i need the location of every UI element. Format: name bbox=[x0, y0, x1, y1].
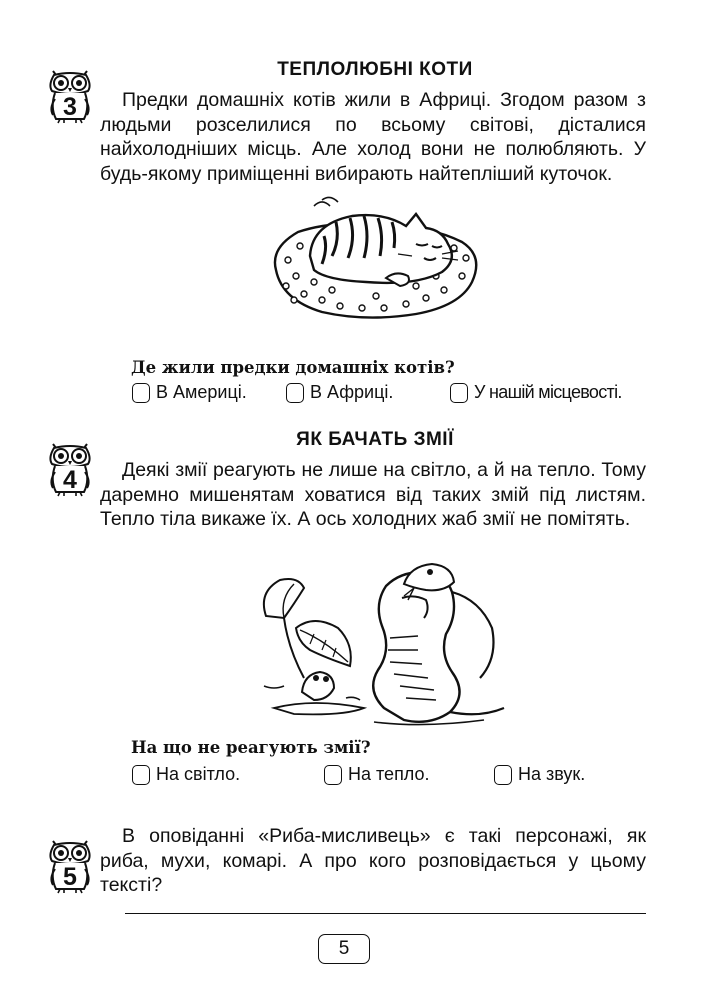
checkbox-icon[interactable] bbox=[286, 383, 304, 403]
answer-option[interactable] bbox=[324, 764, 430, 785]
option-label: На тепло. bbox=[348, 764, 430, 784]
option-label: В Америці. bbox=[156, 382, 247, 402]
footer-rule bbox=[125, 913, 646, 914]
task-question: Де жили предки домашніх котів? bbox=[131, 358, 455, 377]
task-title: ТЕПЛОЛЮБНІ КОТИ bbox=[277, 59, 473, 80]
answer-option[interactable] bbox=[132, 382, 247, 403]
checkbox-icon[interactable] bbox=[324, 765, 342, 785]
answer-option[interactable] bbox=[494, 764, 585, 785]
answer-option[interactable] bbox=[450, 382, 622, 403]
task-number: 3 bbox=[63, 93, 77, 121]
page-number: 5 bbox=[318, 934, 370, 964]
cobra-and-frog-illustration bbox=[254, 558, 516, 728]
option-label: В Африці. bbox=[310, 382, 394, 402]
task-question: На що не реагують змії? bbox=[131, 738, 371, 757]
task-text: Предки домашніх котів жили в Африці. Згодом разом з людьми розселилися по всьому світові, дісталися найхолодніших місць. Але холод вони не полюбляють. У будь-якому приміщенні вибирають найтепліший куточок. bbox=[100, 89, 646, 185]
task-text: Деякі змії реагують не лише на світло, а й на тепло. Тому даремно мишенятам ховатися від таких змій під листям. Тепло тіла викаже їх. А ось холодних жаб змії не помітять. bbox=[100, 459, 646, 530]
checkbox-icon[interactable] bbox=[132, 383, 150, 403]
task-text: В оповіданні «Риба-мисливець» є такі персонажі, як риба, мухи, комарі. А про кого розповідається у цьому тексті? bbox=[100, 825, 646, 896]
answer-option[interactable] bbox=[132, 764, 240, 785]
option-label: На світло. bbox=[156, 764, 241, 784]
option-label: У нашій місцевості. bbox=[474, 382, 622, 402]
answer-option[interactable] bbox=[286, 382, 393, 403]
owl-icon bbox=[46, 833, 94, 895]
checkbox-icon[interactable] bbox=[132, 765, 150, 785]
option-label: На звук. bbox=[518, 764, 586, 784]
checkbox-icon[interactable] bbox=[450, 383, 468, 403]
checkbox-icon[interactable] bbox=[494, 765, 512, 785]
task-number: 4 bbox=[63, 466, 77, 494]
owl-icon bbox=[46, 436, 94, 498]
owl-icon bbox=[46, 63, 94, 125]
task-title: ЯК БАЧАТЬ ЗМІЇ bbox=[296, 429, 454, 450]
task-number: 5 bbox=[63, 863, 77, 891]
sleeping-cat-illustration bbox=[266, 196, 488, 324]
